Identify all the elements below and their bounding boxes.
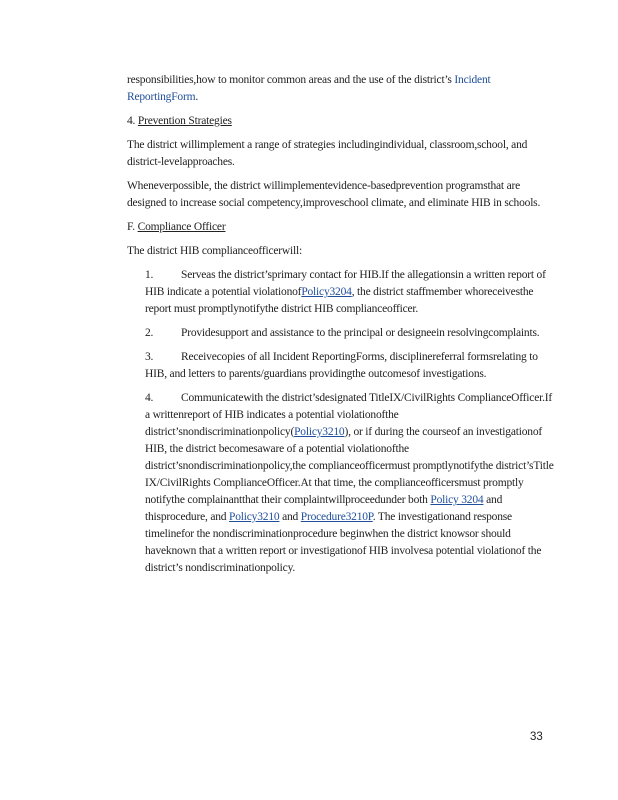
prevention-heading — [127, 113, 557, 130]
compliance-intro: The district HIB complianceofficerwill: — [127, 245, 302, 257]
list-item-1 — [145, 267, 557, 318]
list-item-3 — [145, 349, 557, 383]
prevention-paragraph-2: Wheneverpossible, the district willimplementevidence-basedprevention programsthat are designed to increase social competency,improveschool climate, and eliminate HIB in schools. — [127, 180, 541, 209]
intro-text: responsibilities,how to monitor common areas and the use of the district’s — [127, 74, 452, 86]
list-item-text: Serveas the district’sprimary contact for HIB.If the allegationsin a written report of HIB indicate a potential violationof — [145, 269, 546, 298]
list-item-number: 4. — [145, 392, 154, 404]
procedure-3210p-link[interactable]: Procedure3210P — [300, 511, 373, 523]
list-item-text-cont-2: and thisprocedure, and — [145, 494, 503, 523]
policy-3210-link[interactable]: Policy3210 — [294, 426, 345, 438]
compliance-heading-text: Compliance Officer — [137, 221, 226, 233]
prevention-paragraph-1: The district willimplement a range of strategies includingindividual, classroom,school, and district-levelapproaches. — [127, 139, 528, 168]
list-item-2 — [145, 325, 557, 342]
list-item-text-cont-3: and — [279, 511, 301, 523]
list-item-text: Communicatewith the district’sdesignated TitleIX/CivilRights ComplianceOfficer.If a writtenreport of HIB indicates a potential violationofthe district’snondiscriminationpolicy( — [145, 392, 553, 438]
incident-reporting-form-link[interactable]: Incident ReportingForm — [127, 74, 491, 103]
policy-3204-link-2[interactable]: Policy 3204 — [430, 494, 484, 506]
list-item-text-cont-4: . The investigationand response timelinefor the nondiscriminationprocedure beginwhen the district knowsor should haveknown that a written report or investigationof HIB involvesa potential violationof the district’s nondiscriminationpolicy. — [145, 511, 542, 574]
page-number: 33 — [530, 731, 543, 743]
list-item-number: 1. — [145, 269, 154, 281]
list-item-text-cont: ), or if during the courseof an investigationof HIB, the district becomesaware of a potential violationofthe district’snondiscriminationpolicy,the complianceofficermust promptlynotifythe district’sTitle IX/CivilRights ComplianceOfficer.At that time, the complianceofficersmust promptly notifythe complainantthat their complaintwillproceedunder both — [145, 426, 554, 506]
prevention-heading-text: Prevention Strategies — [137, 115, 232, 127]
intro-paragraph — [127, 72, 557, 106]
list-item-4 — [145, 390, 557, 577]
list-item-text: Providesupport and assistance to the principal or designeein resolvingcomplaints. — [181, 327, 540, 339]
list-item-number: 2. — [145, 327, 154, 339]
list-item-text-cont: , the district staffmember whoreceivesthe report must promptlynotifythe district HIB complianceofficer. — [145, 286, 534, 315]
intro-end: . — [195, 91, 199, 103]
compliance-heading — [127, 219, 557, 236]
list-item-number: 3. — [145, 351, 154, 363]
prevention-number: 4. — [127, 115, 138, 127]
compliance-letter: F. — [127, 221, 138, 233]
document-body — [127, 72, 557, 584]
policy-3204-link[interactable]: Policy3204 — [301, 286, 352, 298]
policy-3210-link-2[interactable]: Policy3210 — [229, 511, 280, 523]
list-item-text: Receivecopies of all Incident ReportingForms, disciplinereferral formsrelating to HIB, and letters to parents/guardians providingthe outcomesof investigations. — [145, 351, 538, 380]
